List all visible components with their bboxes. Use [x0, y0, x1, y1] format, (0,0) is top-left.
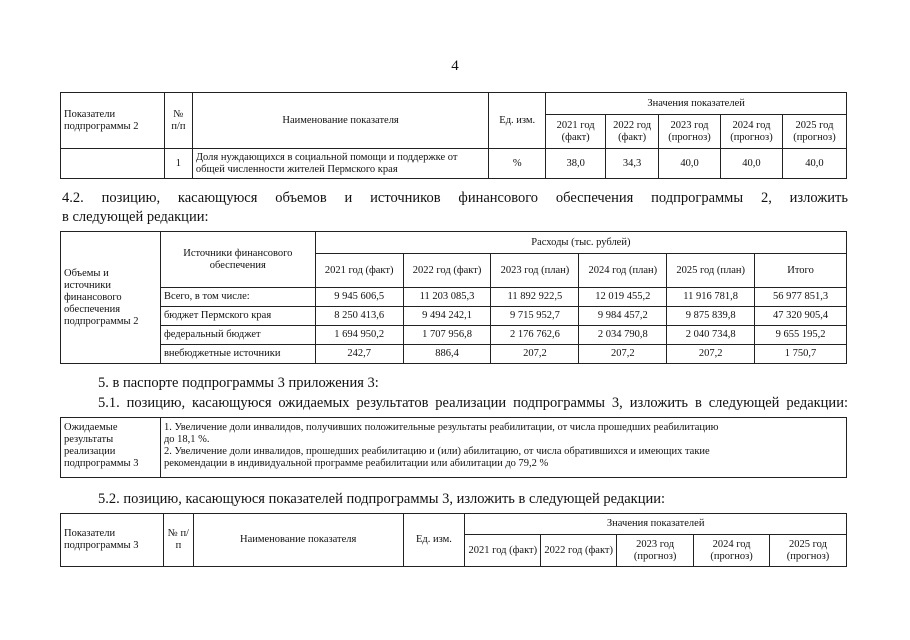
value-cell: 38,0 — [546, 149, 606, 179]
result-item-2-line1: 2. Увеличение доли инвалидов, прошедших реабилитацию и (или) абилитацию, от числа обратившихся и имеющих такие — [163, 446, 710, 457]
year-header: 2024 год (прогноз) — [694, 535, 770, 567]
table-row — [61, 307, 847, 326]
source-name: Всего, в том числе: — [160, 288, 315, 307]
year-header: 2023 год (план) — [491, 254, 579, 288]
value-cell: 12 019 455,2 — [579, 288, 667, 307]
expected-results-content — [160, 418, 846, 478]
value-cell: 56 977 851,3 — [755, 288, 847, 307]
indicators-table-subprogram-2 — [60, 92, 847, 179]
value-cell: 207,2 — [491, 345, 579, 364]
value-cell: 40,0 — [721, 149, 783, 179]
year-header: 2022 год (факт) — [541, 535, 617, 567]
year-header: 2025 год (прогноз) — [770, 535, 847, 567]
col-unit-header: Ед. изм. — [403, 514, 465, 567]
value-cell: 242,7 — [315, 345, 403, 364]
result-item-1-line2: до 18,1 %. — [163, 434, 210, 445]
value-cell: 8 250 413,6 — [315, 307, 403, 326]
value-cell: 886,4 — [403, 345, 491, 364]
source-name: федеральный бюджет — [160, 326, 315, 345]
year-header: 2022 год (факт) — [403, 254, 491, 288]
source-name: бюджет Пермского края — [160, 307, 315, 326]
value-cell: 9 655 195,2 — [755, 326, 847, 345]
paragraph-4-2-line2: в следующей редакции: — [62, 209, 209, 225]
year-header: 2025 год (прогноз) — [782, 115, 846, 149]
year-header: 2023 год (прогноз) — [617, 535, 694, 567]
value-cell: 2 176 762,6 — [491, 326, 579, 345]
result-item-1-line1: 1. Увеличение доли инвалидов, получивших положительные результаты реабилитации, от числа прошедших реабилитацию — [163, 422, 719, 433]
table-row — [61, 345, 847, 364]
col-expenses-header: Расходы (тыс. рублей) — [315, 232, 846, 254]
year-header: 2021 год (факт) — [315, 254, 403, 288]
empty-cell — [61, 149, 165, 179]
financing-table-subprogram-2 — [60, 231, 847, 364]
value-cell: 9 945 606,5 — [315, 288, 403, 307]
expected-results-label: Ожидаемые результаты реализации подпрограммы 3 — [61, 418, 161, 478]
value-cell: 9 494 242,1 — [403, 307, 491, 326]
col-unit-header: Ед. изм. — [489, 93, 546, 149]
year-header: 2021 год (факт) — [546, 115, 606, 149]
source-name: внебюджетные источники — [160, 345, 315, 364]
table-row — [61, 326, 847, 345]
value-cell: 11 892 922,5 — [491, 288, 579, 307]
paragraph-5: 5. в паспорте подпрограммы 3 приложения 3: — [98, 375, 379, 391]
result-item-2-line2: рекомендации в индивидуальной программе реабилитации или абилитации до 79,2 % — [163, 458, 549, 469]
year-header: 2024 год (план) — [579, 254, 667, 288]
paragraph-5-2: 5.2. позицию, касающуюся показателей подпрограммы 3, изложить в следующей редакции: — [98, 491, 666, 507]
page-number: 4 — [451, 58, 459, 74]
value-cell: 11 916 781,8 — [667, 288, 755, 307]
value-cell: 9 875 839,8 — [667, 307, 755, 326]
indicator-name: Доля нуждающихся в социальной помощи и поддержке от общей численности жителей Пермского края — [192, 149, 488, 179]
col-name-header: Наименование показателя — [193, 514, 403, 567]
col-indicators-label: Показатели подпрограммы 2 — [61, 93, 165, 149]
paragraph-5-1: 5.1. позицию, касающуюся ожидаемых результатов реализации подпрограммы 3, изложить в следующей редакции: — [98, 395, 848, 411]
table-row — [61, 288, 847, 307]
year-header: 2023 год (прогноз) — [659, 115, 721, 149]
year-header: 2025 год (план) — [667, 254, 755, 288]
table-row — [61, 149, 847, 179]
expected-results-table-subprogram-3 — [60, 417, 847, 478]
value-cell: 9 984 457,2 — [579, 307, 667, 326]
year-header: 2021 год (факт) — [465, 535, 541, 567]
value-cell: 40,0 — [782, 149, 846, 179]
value-cell: 207,2 — [579, 345, 667, 364]
value-cell: 11 203 085,3 — [403, 288, 491, 307]
financing-label: Объемы и источники финансового обеспечения подпрограммы 2 — [61, 232, 161, 364]
value-cell: 1 694 950,2 — [315, 326, 403, 345]
year-header: 2022 год (факт) — [606, 115, 659, 149]
indicators-table-subprogram-3 — [60, 513, 847, 567]
year-header: 2024 год (прогноз) — [721, 115, 783, 149]
value-cell: 1 707 956,8 — [403, 326, 491, 345]
value-cell: 40,0 — [659, 149, 721, 179]
col-name-header: Наименование показателя — [192, 93, 488, 149]
col-indicators-label: Показатели подпрограммы 3 — [61, 514, 164, 567]
row-num: 1 — [164, 149, 192, 179]
value-cell: 2 034 790,8 — [579, 326, 667, 345]
col-sources-header: Источники финансового обеспечения — [160, 232, 315, 288]
value-cell: 34,3 — [606, 149, 659, 179]
value-cell: 2 040 734,8 — [667, 326, 755, 345]
value-cell: 9 715 952,7 — [491, 307, 579, 326]
col-values-header: Значения показателей — [465, 514, 847, 535]
unit-cell: % — [489, 149, 546, 179]
col-num-header: № п/п — [163, 514, 193, 567]
paragraph-4-2-line1: 4.2. позицию, касающуюся объемов и источников финансового обеспечения подпрограммы 2, изложить — [62, 190, 848, 206]
col-num-header: № п/п — [164, 93, 192, 149]
col-values-header: Значения показателей — [546, 93, 847, 115]
value-cell: 1 750,7 — [755, 345, 847, 364]
total-header: Итого — [755, 254, 847, 288]
value-cell: 47 320 905,4 — [755, 307, 847, 326]
value-cell: 207,2 — [667, 345, 755, 364]
